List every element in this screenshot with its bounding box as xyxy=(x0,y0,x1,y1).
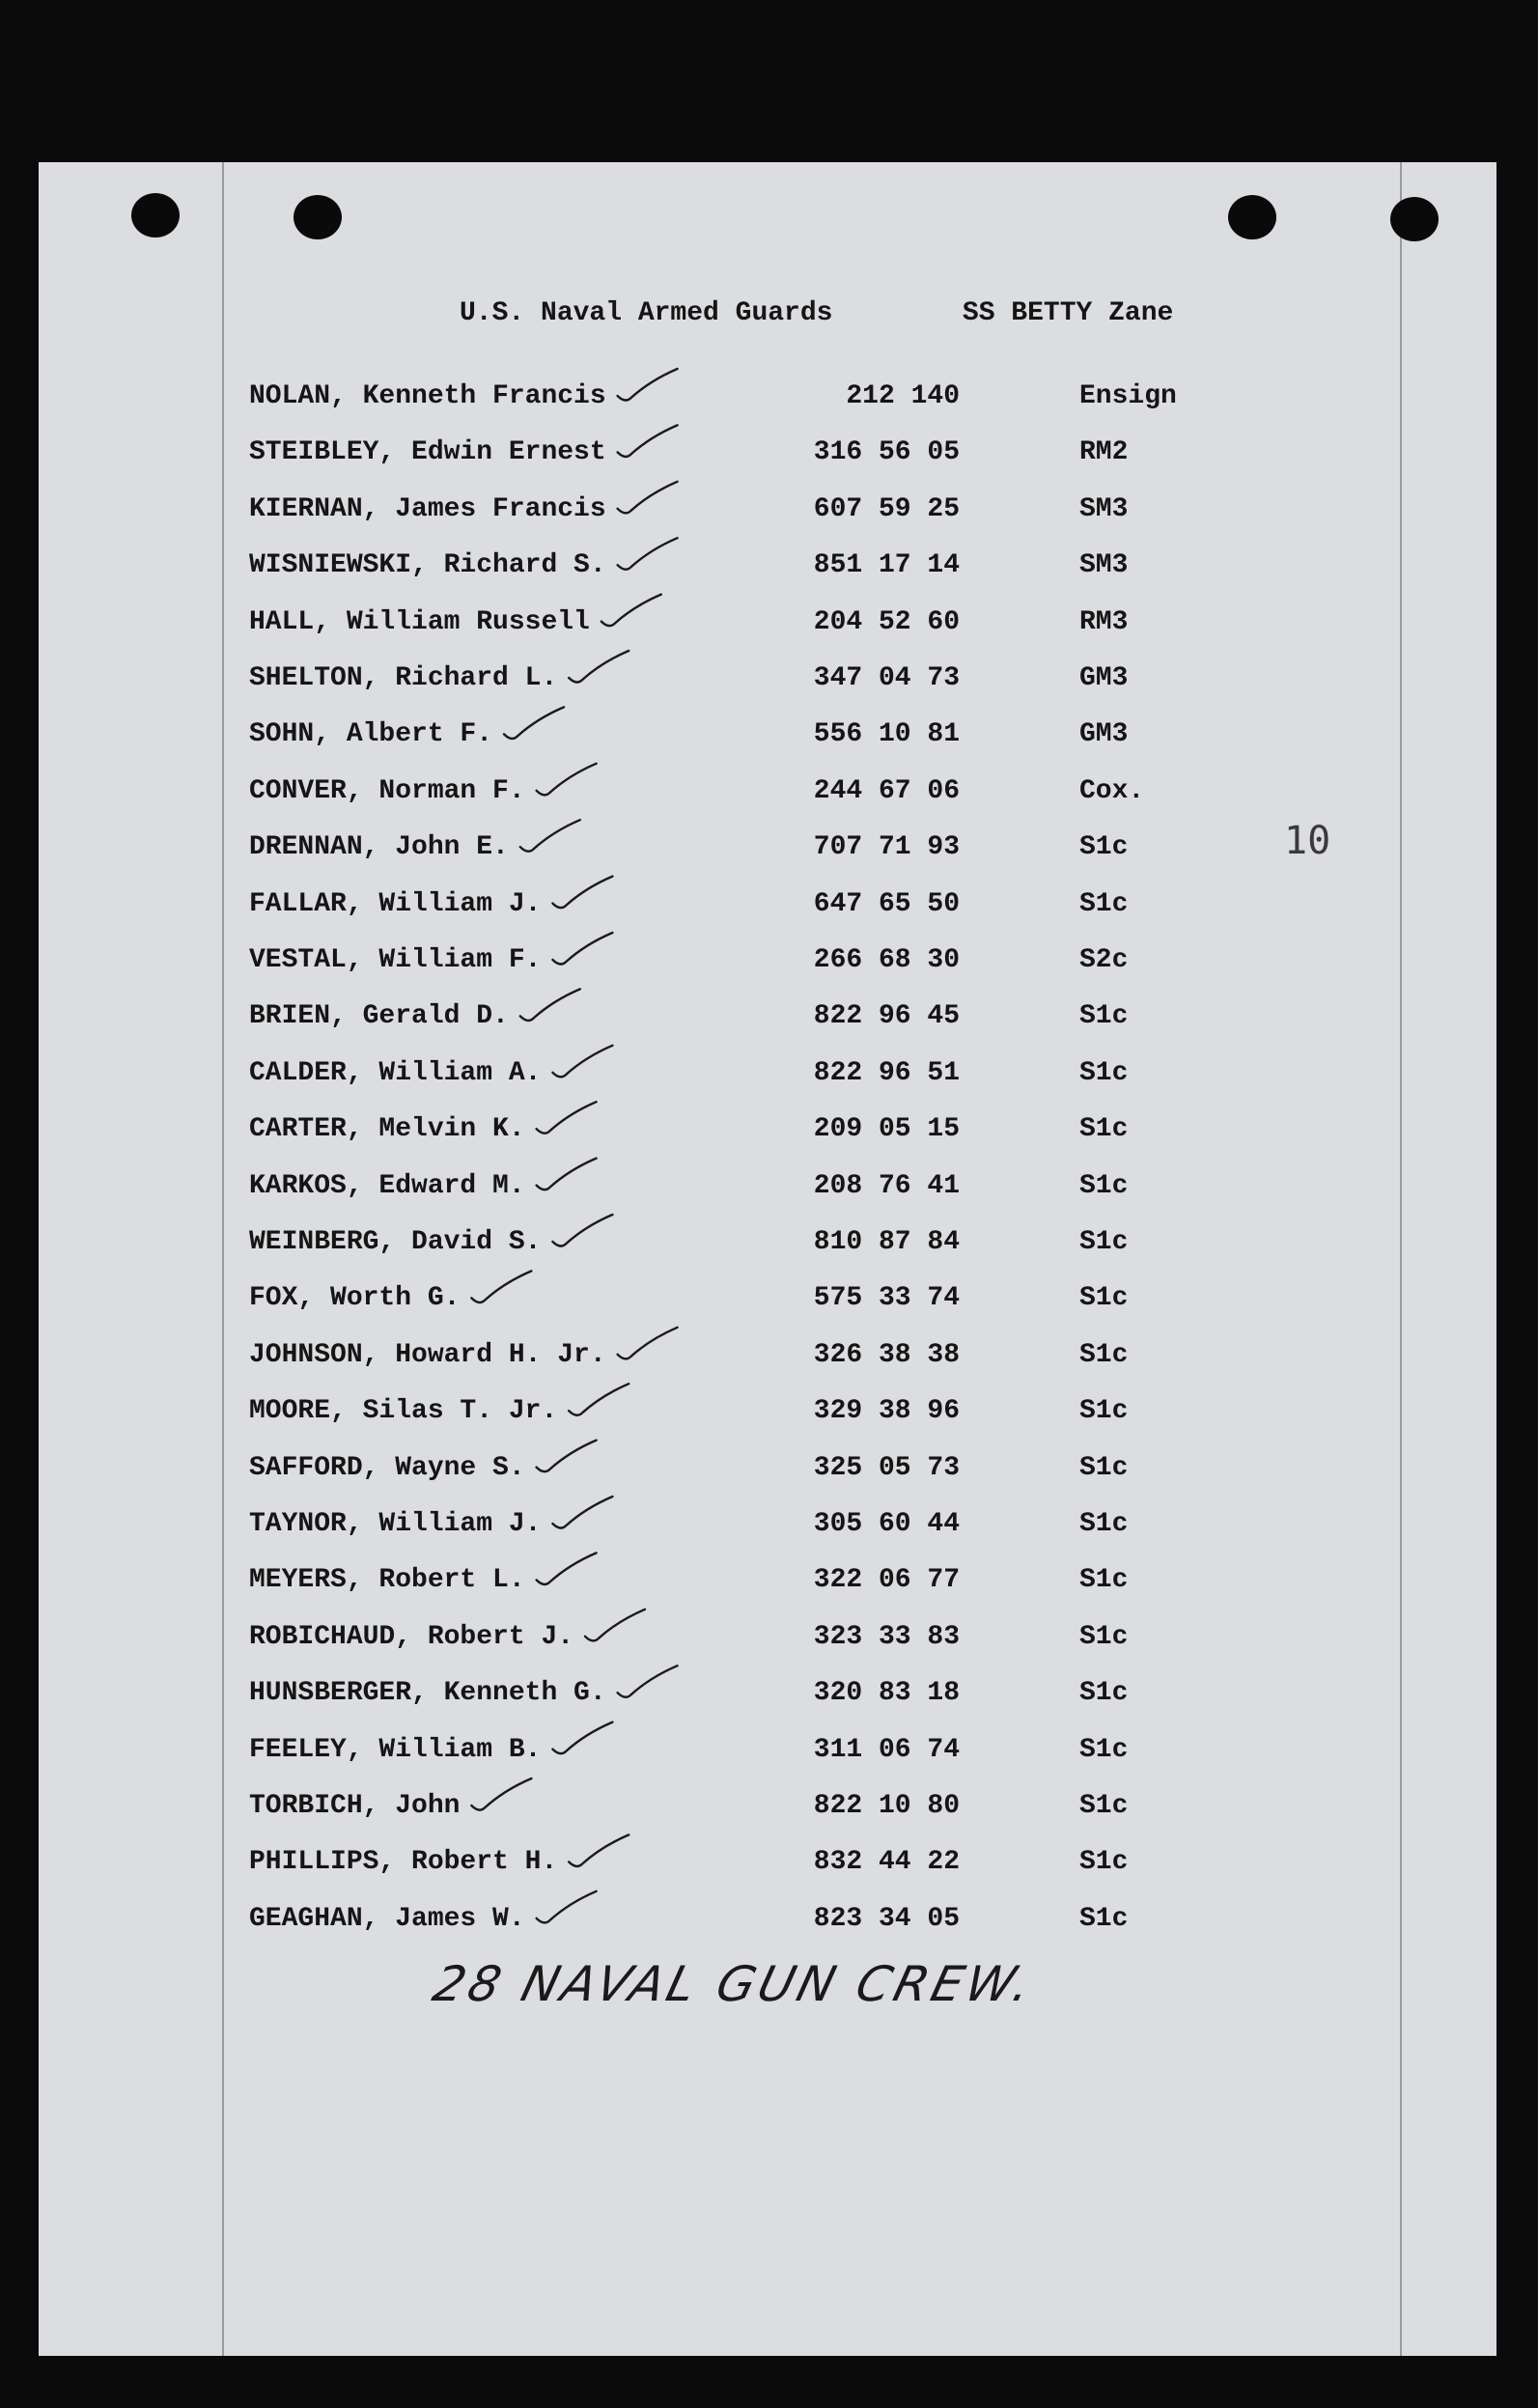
rating: S1c xyxy=(1079,1171,1129,1201)
rating: S1c xyxy=(1079,1565,1129,1595)
service-number: 810 87 84 xyxy=(813,1227,960,1257)
check-mark xyxy=(471,1271,531,1302)
roster-name: CARTER, Melvin K. xyxy=(249,1114,525,1144)
rating: SM3 xyxy=(1079,550,1129,580)
check-mark xyxy=(569,651,629,683)
check-mark xyxy=(520,820,580,852)
roster-name: GEAGHAN, James W. xyxy=(249,1904,525,1934)
rating: RM3 xyxy=(1079,607,1129,637)
rating: Ensign xyxy=(1079,381,1177,411)
service-number: 311 06 74 xyxy=(813,1735,960,1765)
roster-name: CONVER, Norman F. xyxy=(249,776,525,806)
check-mark xyxy=(618,425,678,457)
check-mark xyxy=(471,1778,531,1810)
service-number: 823 34 05 xyxy=(813,1904,960,1934)
handwritten-note: 28 NAVAL GUN CREW. xyxy=(427,1956,1041,2012)
rating: S1c xyxy=(1079,1340,1129,1370)
service-number: 322 06 77 xyxy=(813,1565,960,1595)
service-number: 316 56 05 xyxy=(813,437,960,467)
check-mark xyxy=(618,1328,678,1359)
service-number: 325 05 73 xyxy=(813,1453,960,1483)
rating: S1c xyxy=(1079,1283,1129,1313)
check-mark xyxy=(569,1834,629,1866)
roster-name: FALLAR, William J. xyxy=(249,889,542,919)
rating: S2c xyxy=(1079,945,1129,975)
roster-name: MOORE, Silas T. Jr. xyxy=(249,1396,558,1426)
roster-name: WISNIEWSKI, Richard S. xyxy=(249,550,606,580)
service-number: 244 67 06 xyxy=(813,776,960,806)
check-mark xyxy=(618,538,678,570)
rating: S1c xyxy=(1079,1001,1129,1031)
check-mark xyxy=(552,1215,612,1246)
service-number: 305 60 44 xyxy=(813,1509,960,1539)
rating: Cox. xyxy=(1079,776,1145,806)
service-number: 212 140 xyxy=(846,381,960,411)
rating: GM3 xyxy=(1079,663,1129,693)
service-number: 208 76 41 xyxy=(813,1171,960,1201)
rating: S1c xyxy=(1079,1622,1129,1652)
service-number: 707 71 93 xyxy=(813,832,960,862)
check-mark xyxy=(601,595,661,627)
check-mark xyxy=(537,1441,597,1472)
roster-name: SHELTON, Richard L. xyxy=(249,663,558,693)
roster-name: MEYERS, Robert L. xyxy=(249,1565,525,1595)
roster-name: WEINBERG, David S. xyxy=(249,1227,542,1257)
service-number: 204 52 60 xyxy=(813,607,960,637)
service-number: 320 83 18 xyxy=(813,1678,960,1708)
rating: S1c xyxy=(1079,1114,1129,1144)
check-mark xyxy=(618,369,678,401)
rating: S1c xyxy=(1079,1791,1129,1821)
roster-name: BRIEN, Gerald D. xyxy=(249,1001,509,1031)
rating: S1c xyxy=(1079,1509,1129,1539)
rating: S1c xyxy=(1079,1453,1129,1483)
rating: S1c xyxy=(1079,832,1129,862)
rating: S1c xyxy=(1079,1847,1129,1877)
service-number: 822 10 80 xyxy=(813,1791,960,1821)
check-mark xyxy=(552,877,612,909)
page-title: U.S. Naval Armed Guards SS BETTY Zane xyxy=(460,298,1174,328)
check-mark xyxy=(618,482,678,514)
roster-name: STEIBLEY, Edwin Ernest xyxy=(249,437,606,467)
check-mark xyxy=(537,764,597,796)
service-number: 209 05 15 xyxy=(813,1114,960,1144)
check-mark xyxy=(552,1497,612,1528)
service-number: 832 44 22 xyxy=(813,1847,960,1877)
roster-name: ROBICHAUD, Robert J. xyxy=(249,1622,574,1652)
roster-name: FOX, Worth G. xyxy=(249,1283,461,1313)
service-number: 323 33 83 xyxy=(813,1622,960,1652)
roster-name: HUNSBERGER, Kenneth G. xyxy=(249,1678,606,1708)
service-number: 347 04 73 xyxy=(813,663,960,693)
service-number: 575 33 74 xyxy=(813,1283,960,1313)
rating: RM2 xyxy=(1079,437,1129,467)
rating: S1c xyxy=(1079,1058,1129,1088)
service-number: 851 17 14 xyxy=(813,550,960,580)
roster-name: PHILLIPS, Robert H. xyxy=(249,1847,558,1877)
service-number: 266 68 30 xyxy=(813,945,960,975)
service-number: 329 38 96 xyxy=(813,1396,960,1426)
rating: S1c xyxy=(1079,1227,1129,1257)
check-mark xyxy=(552,933,612,965)
roster-name: TAYNOR, William J. xyxy=(249,1509,542,1539)
check-mark xyxy=(520,989,580,1021)
check-mark xyxy=(585,1610,645,1641)
service-number: 326 38 38 xyxy=(813,1340,960,1370)
roster-name: JOHNSON, Howard H. Jr. xyxy=(249,1340,606,1370)
roster-name: NOLAN, Kenneth Francis xyxy=(249,381,606,411)
roster-name: DRENNAN, John E. xyxy=(249,832,509,862)
rating: S1c xyxy=(1079,1904,1129,1934)
rating: SM3 xyxy=(1079,494,1129,524)
roster-name: HALL, William Russell xyxy=(249,607,590,637)
roster-name: FEELEY, William B. xyxy=(249,1735,542,1765)
roster-name: SOHN, Albert F. xyxy=(249,719,493,749)
check-mark xyxy=(537,1159,597,1190)
rating: S1c xyxy=(1079,1396,1129,1426)
check-mark xyxy=(537,1891,597,1923)
page-number: 10 xyxy=(1284,819,1331,863)
rating: GM3 xyxy=(1079,719,1129,749)
service-number: 822 96 51 xyxy=(813,1058,960,1088)
rating: S1c xyxy=(1079,889,1129,919)
rating: S1c xyxy=(1079,1735,1129,1765)
roster-name: KIERNAN, James Francis xyxy=(249,494,606,524)
check-mark xyxy=(552,1046,612,1078)
rating: S1c xyxy=(1079,1678,1129,1708)
document-page xyxy=(39,162,1496,2356)
check-mark xyxy=(537,1553,597,1584)
roster-name: SAFFORD, Wayne S. xyxy=(249,1453,525,1483)
service-number: 647 65 50 xyxy=(813,889,960,919)
service-number: 822 96 45 xyxy=(813,1001,960,1031)
service-number: 556 10 81 xyxy=(813,719,960,749)
check-mark xyxy=(618,1666,678,1697)
service-number: 607 59 25 xyxy=(813,494,960,524)
roster-name: KARKOS, Edward M. xyxy=(249,1171,525,1201)
check-mark xyxy=(569,1384,629,1415)
roster-name: CALDER, William A. xyxy=(249,1058,542,1088)
check-marks xyxy=(39,162,1496,2356)
check-mark xyxy=(504,707,564,739)
check-mark xyxy=(537,1102,597,1134)
roster-name: VESTAL, William F. xyxy=(249,945,542,975)
check-mark xyxy=(552,1722,612,1754)
roster-name: TORBICH, John xyxy=(249,1791,461,1821)
